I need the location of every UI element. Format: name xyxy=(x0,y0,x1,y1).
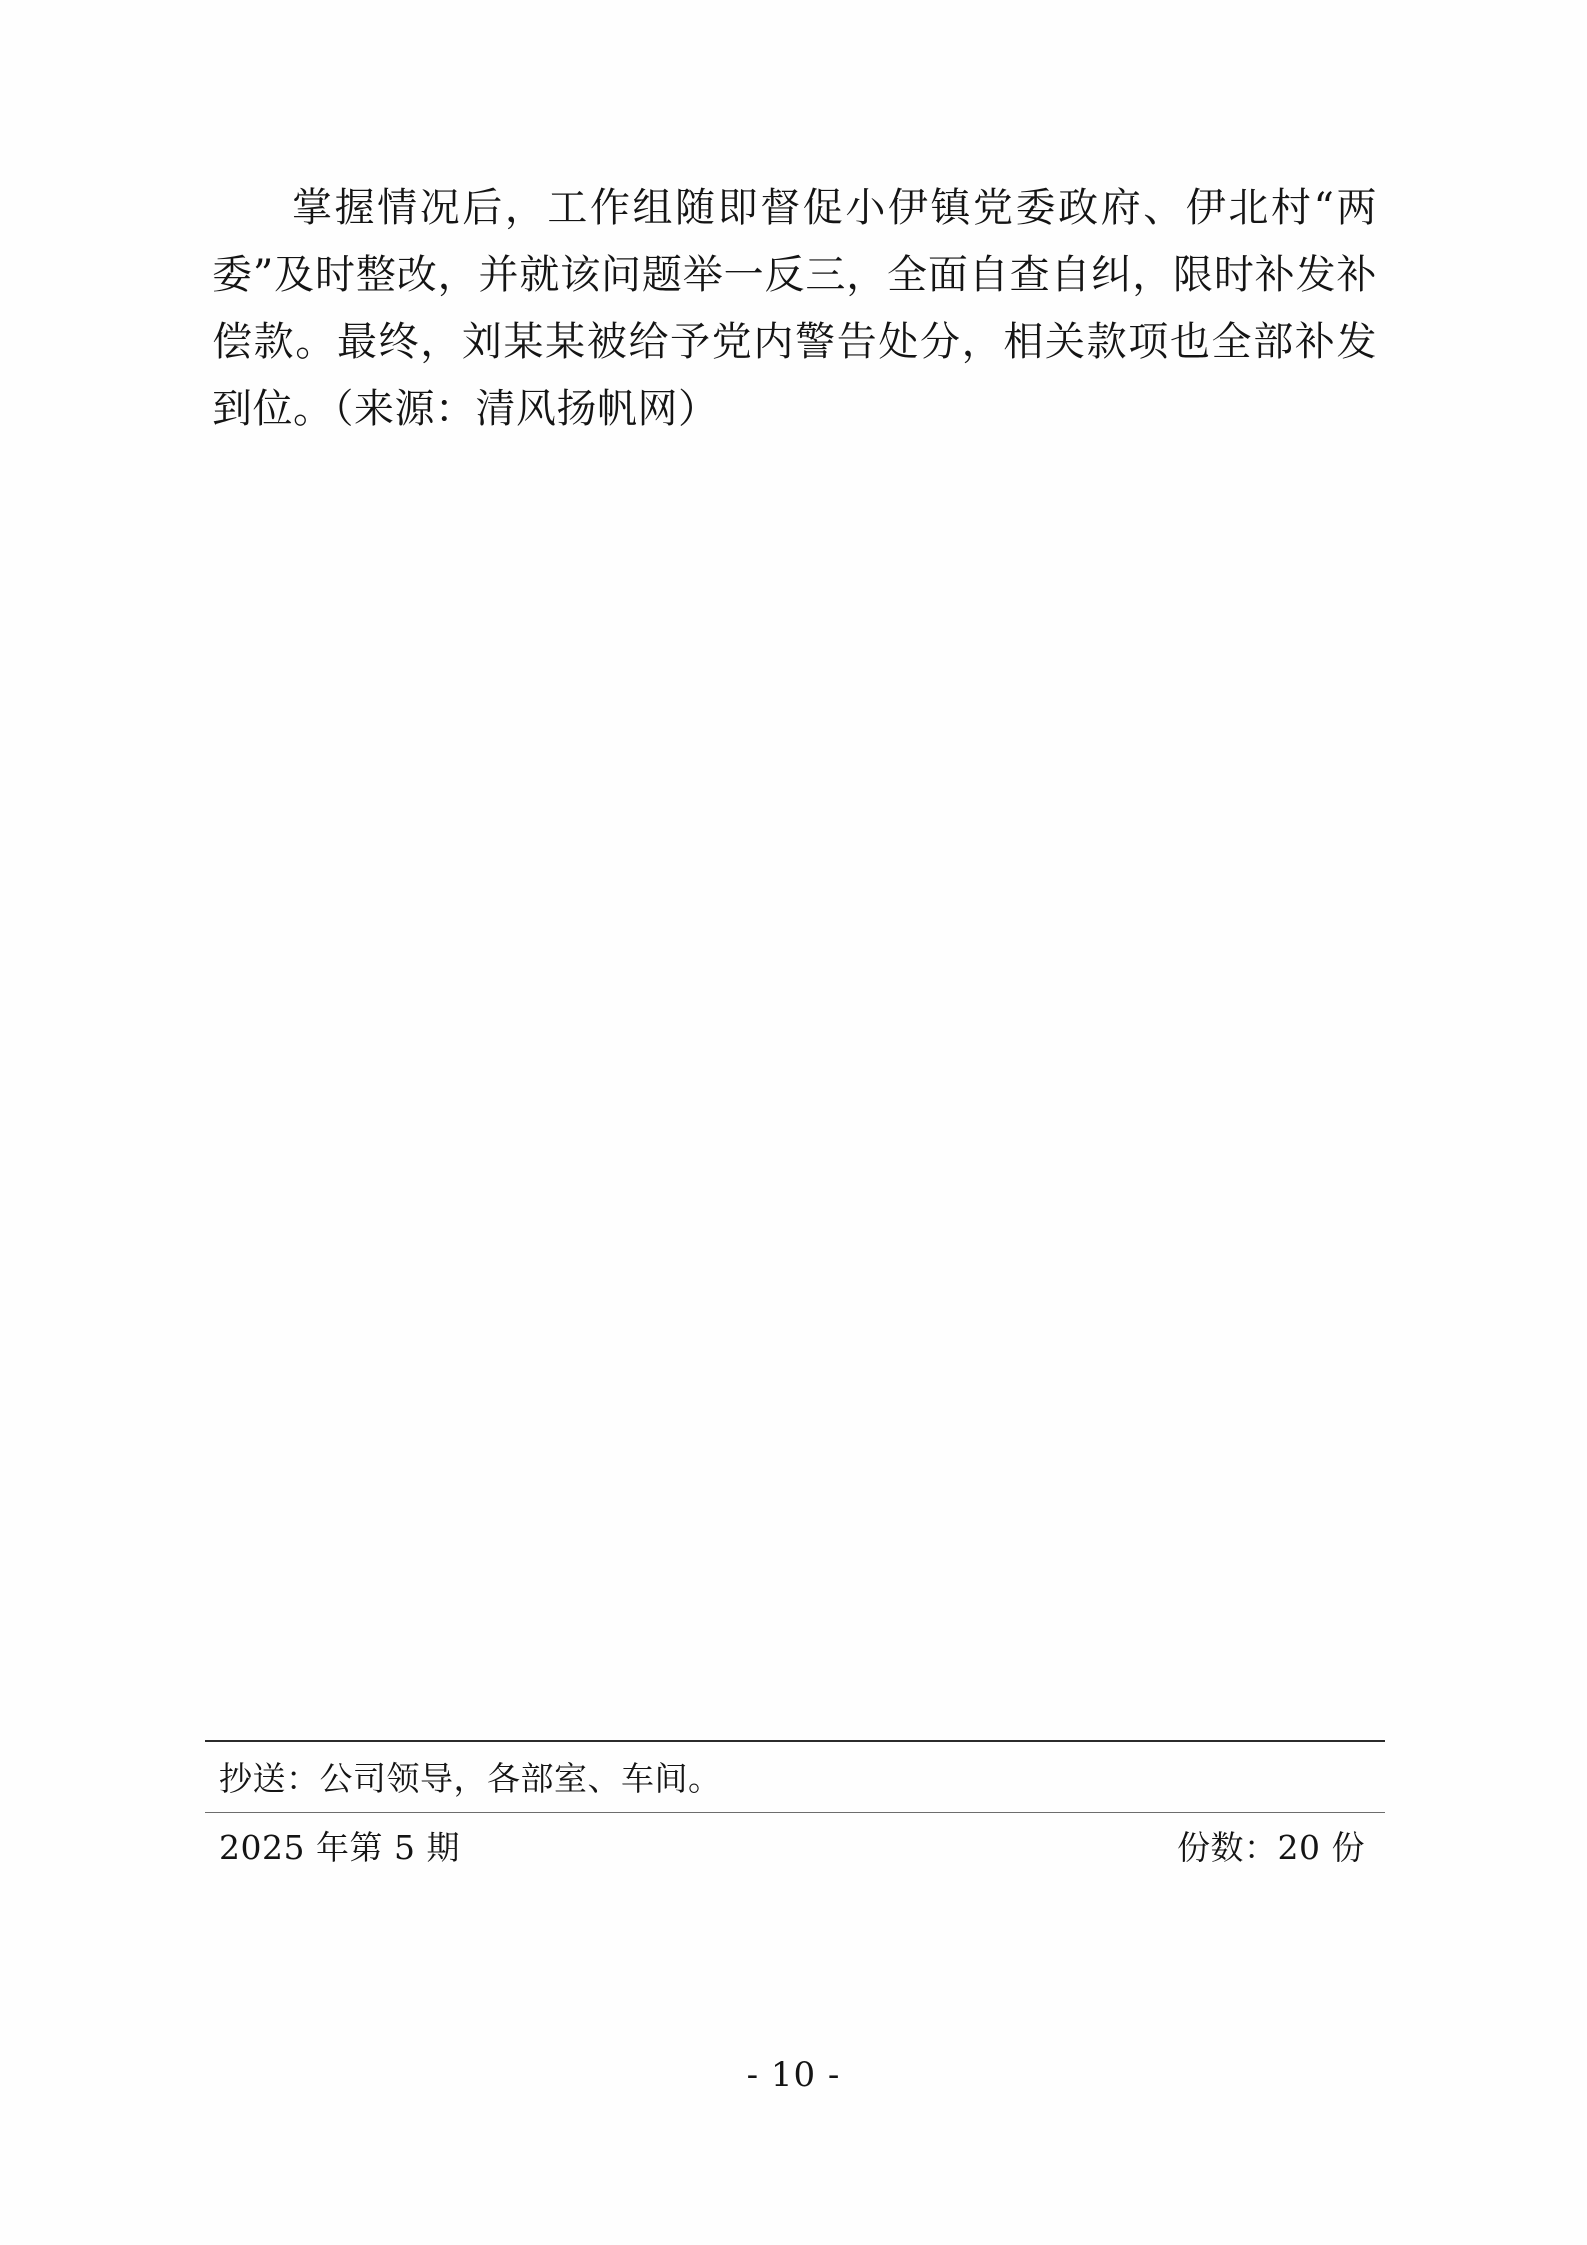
body-paragraph-text: 掌握情况后，工作组随即督促小伊镇党委政府、伊北村“两委”及时整改，并就该问题举一反三，全面自查自纠，限时补发补偿款。最终，刘某某被给予党内警告处分，相关款项也全部补发到位。（来源：清风扬帆网） xyxy=(212,185,1377,432)
footer-middle-divider xyxy=(205,1812,1385,1813)
page-number: - 10 - xyxy=(746,2055,841,2095)
footer-copies: 份数：20 份 xyxy=(1177,1828,1365,1867)
body-paragraph xyxy=(212,175,1377,443)
page-footer xyxy=(205,1740,1385,1871)
footer-meta-row xyxy=(205,1825,1385,1871)
footer-distribution: 抄送：公司领导，各部室、车间。 xyxy=(219,1759,722,1798)
document-body xyxy=(212,175,1377,443)
footer-issue: 2025 年第 5 期 xyxy=(219,1828,460,1867)
footer-top-divider xyxy=(205,1740,1385,1742)
